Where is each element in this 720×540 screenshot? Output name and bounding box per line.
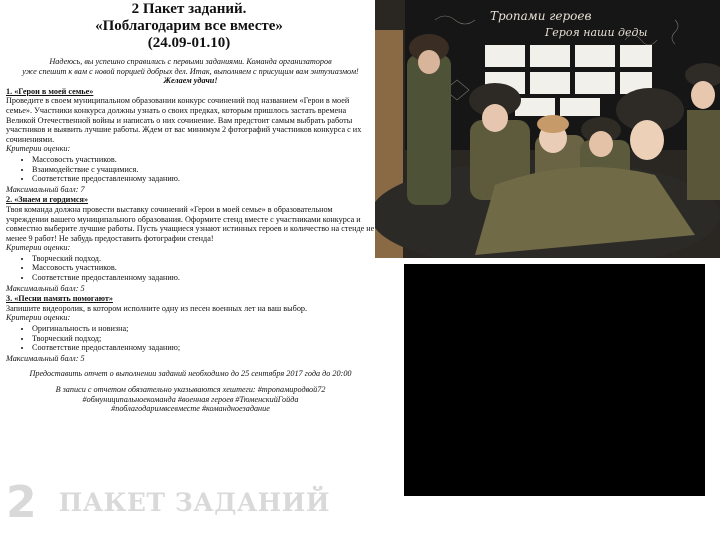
task-2-text: Твоя команда должна провести выставку сочинений «Герои в моей семье» в образовательном учреждении вашего муниципального образования. Оформите стенд вместе с участниками конкурса и совместно выберите лучшие работы. Пусть учащиеся узнают истинных героев и количество на стенде не менее 9 работ! Не забудь предоставить фотографии стенда!: [6, 204, 375, 243]
task-1-text: Проведите в своем муниципальном образовании конкурс сочинений под названием «Герои в моей семье». Участники конкурса должны узнать о своих предках, которым пришлось застать времена Великой Отечественной войны и написать о них сочинение. Вам предстоит самым выбрать работы участников и выявить лучшие работы. Ждем от вас минимум 2 фотографий участников конкурса с их сочинениями.: [6, 96, 362, 144]
task-2-max-score: Максимальный балл: 5: [6, 283, 85, 293]
task-3-text: Запишите видеоролик, в котором исполните одну из песен военных лет на ваш выбор.: [6, 303, 308, 313]
criteria-item: • Соответствие предоставленному заданию;: [32, 343, 375, 353]
task-1-max-score: Максимальный балл: 7: [6, 184, 85, 194]
criteria-item: • Массовость участников.: [32, 155, 375, 165]
task-3: [6, 294, 375, 363]
heading-title: ПАКЕТ ЗАДАНИЙ: [58, 487, 331, 517]
document-title-line2: «Поблагодарим все вместе»: [95, 18, 283, 34]
document-title-line1: 2 Пакет заданий.: [131, 1, 247, 17]
hashtag-note: В записи с отчетом обязательно указываются хештеги: #тропамиродвой72: [55, 385, 326, 394]
hashtags-line-1: #обмуниципальноекоманда #военная героев #ТюменскийГойда: [82, 394, 299, 404]
document-intro: [6, 57, 375, 86]
task-2: [6, 195, 375, 293]
task-3-max-score: Максимальный балл: 5: [6, 353, 85, 363]
task-2-heading: 2. «Знаем и гордимся»: [6, 195, 89, 205]
criteria-item: • Творческий подход.: [32, 254, 375, 264]
task-3-criteria-list: [6, 324, 375, 353]
intro-line-2: уже спешит к вам с новой порцией добрых дел. Итак, выполняем с присущим вам энтузиазмом!: [22, 66, 359, 76]
criteria-item: • Взаимодействие с учащимися.: [32, 165, 375, 175]
task-document: [0, 0, 378, 448]
video-placeholder: [404, 264, 705, 496]
document-footer: [6, 369, 375, 413]
criteria-item: • Соответствие предоставленному заданию.: [32, 174, 375, 184]
task-1-criteria-label: Критерии оценки:: [6, 144, 71, 154]
task-1: [6, 87, 375, 195]
criteria-item: • Оригинальность и новизна;: [32, 324, 375, 334]
intro-line-1: Надеюсь, вы успешно справились с первыми заданиями. Команда организаторов: [49, 57, 332, 66]
group-photo: [375, 0, 720, 258]
heading-number: 2: [6, 476, 37, 528]
task-3-heading: 3. «Песни память помогают»: [6, 294, 114, 304]
criteria-item: • Творческий подход;: [32, 334, 375, 344]
group-photo-illustration: [375, 0, 720, 258]
document-title-dates: (24.09-01.10): [147, 35, 231, 51]
slide-heading: [6, 478, 330, 526]
criteria-item: • Соответствие предоставленному заданию.: [32, 273, 375, 283]
intro-line-3: Желаем удачи!: [163, 76, 218, 86]
board-text-1: Тропами героев: [490, 9, 592, 23]
task-2-criteria-label: Критерии оценки:: [6, 243, 71, 253]
deadline-note: Предоставить отчет о выполнении заданий необходимо до 25 сентября 2017 года до 20:00: [29, 369, 352, 379]
board-text-2: Героя наши деды: [545, 26, 648, 39]
task-1-criteria-list: [6, 155, 375, 184]
hashtags-line-2: #поблагодаримвсевместе #командноезадание: [111, 404, 270, 414]
task-3-criteria-label: Критерии оценки:: [6, 313, 71, 323]
task-2-criteria-list: [6, 254, 375, 283]
criteria-item: • Массовость участников.: [32, 263, 375, 273]
task-1-heading: 1. «Герои в моей семье»: [6, 86, 94, 96]
